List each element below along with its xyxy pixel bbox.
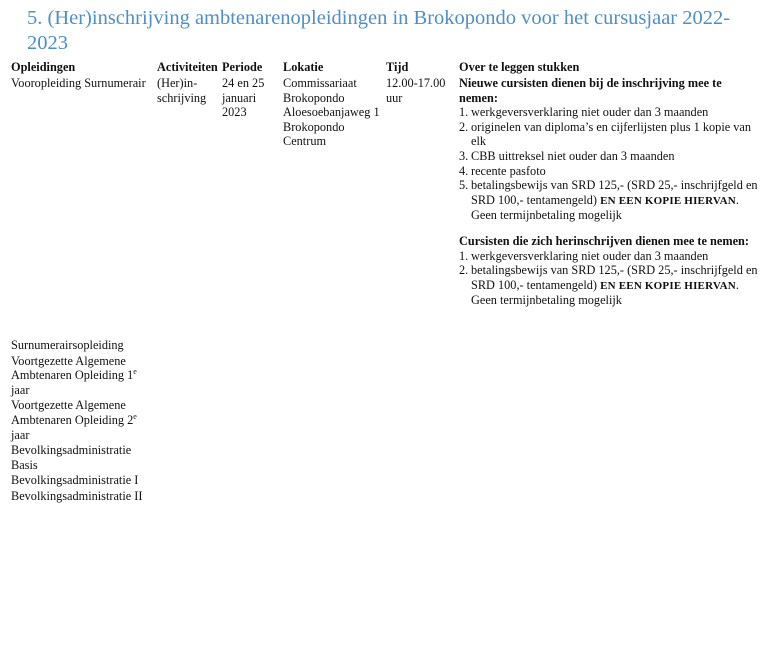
list-emphasis: EN EEN KOPIE HIERVAN: [600, 279, 736, 292]
new-students-list: [459, 105, 759, 223]
list-text: werkgeversverklaring niet ouder dan 3 maanden: [471, 248, 709, 263]
list-emphasis: EN EEN KOPIE HIERVAN: [600, 194, 736, 207]
list-number: 1.: [459, 105, 469, 120]
list-item: [459, 120, 759, 149]
list-number: 5.: [459, 178, 469, 193]
list-number: 4.: [459, 163, 469, 178]
re-students-list: [459, 249, 759, 308]
course-list: [11, 338, 151, 505]
cell-tijd: 12.00-17.00 uur: [386, 76, 446, 105]
re-students-requirements: [459, 234, 759, 308]
list-item: [459, 164, 759, 179]
list-item: [459, 263, 759, 308]
list-item: [459, 178, 759, 223]
cell-activiteit: (Her)in-schrijving: [157, 76, 207, 105]
list-number: 2.: [459, 263, 469, 278]
page-title: 5. (Her)inschrijving ambtenarenopleidingen in Brokopondo voor het cursusjaar 2022-2023: [27, 7, 731, 54]
course-item: Bevolkingsadministratie II: [11, 488, 143, 503]
list-tail: . Geen termijnbetaling mogelijk: [471, 277, 739, 308]
list-number: 2.: [459, 119, 469, 134]
new-students-heading: Nieuwe cursisten dienen bij de inschrijving mee te nemen:: [459, 76, 722, 105]
cell-lokatie: Commissariaat Brokopondo Aloesoebanjaweg 1 Brokopondo Centrum: [283, 76, 380, 149]
header-lokatie: Lokatie: [283, 60, 324, 74]
header-periode: Periode: [222, 60, 263, 74]
header-opleidingen: Opleidingen: [11, 60, 76, 74]
new-students-requirements: [459, 76, 759, 223]
ordinal-sup: e: [133, 367, 137, 377]
header-tijd: Tijd: [386, 60, 409, 74]
header-activiteiten: Activiteiten: [157, 60, 218, 74]
course-item: Voortgezette Algemene Ambtenaren Opleiding 1e jaar: [11, 353, 137, 397]
course-item: Bevolkingsadministratie I: [11, 473, 139, 488]
course-item: Voortgezette Algemene Ambtenaren Opleiding 2e jaar: [11, 398, 137, 442]
ordinal-sup: e: [133, 411, 137, 421]
course-item: Surnumerairsopleiding: [11, 338, 124, 352]
list-item: [459, 249, 759, 264]
list-text: originelen van diploma’s en cijferlijsten plus 1 kopie van elk: [471, 119, 752, 149]
list-item: [459, 149, 759, 164]
course-item: Bevolkingsadministratie Basis: [11, 443, 132, 472]
cell-opleiding: Vooropleiding Surnumerair: [11, 76, 146, 90]
re-students-heading: Cursisten die zich herinschrijven dienen mee te nemen:: [459, 234, 749, 248]
list-text: betalingsbewijs van SRD 125,- (SRD 25,- inschrijfgeld en SRD 100,- tentamengeld): [471, 263, 758, 292]
list-number: 1.: [459, 248, 469, 263]
list-text: werkgeversverklaring niet ouder dan 3 maanden: [471, 105, 709, 120]
cell-periode: 24 en 25 januari 2023: [222, 76, 265, 120]
list-text: recente pasfoto: [471, 163, 546, 178]
list-text: betalingsbewijs van SRD 125,- (SRD 25,- inschrijfgeld en SRD 100,- tentamengeld): [471, 178, 758, 207]
list-text: CBB uittreksel niet ouder dan 3 maanden: [471, 148, 675, 163]
list-tail: . Geen termijnbetaling mogelijk: [471, 192, 739, 223]
list-number: 3.: [459, 148, 469, 163]
header-stukken: Over te leggen stukken: [459, 60, 580, 74]
list-item: [459, 105, 759, 120]
